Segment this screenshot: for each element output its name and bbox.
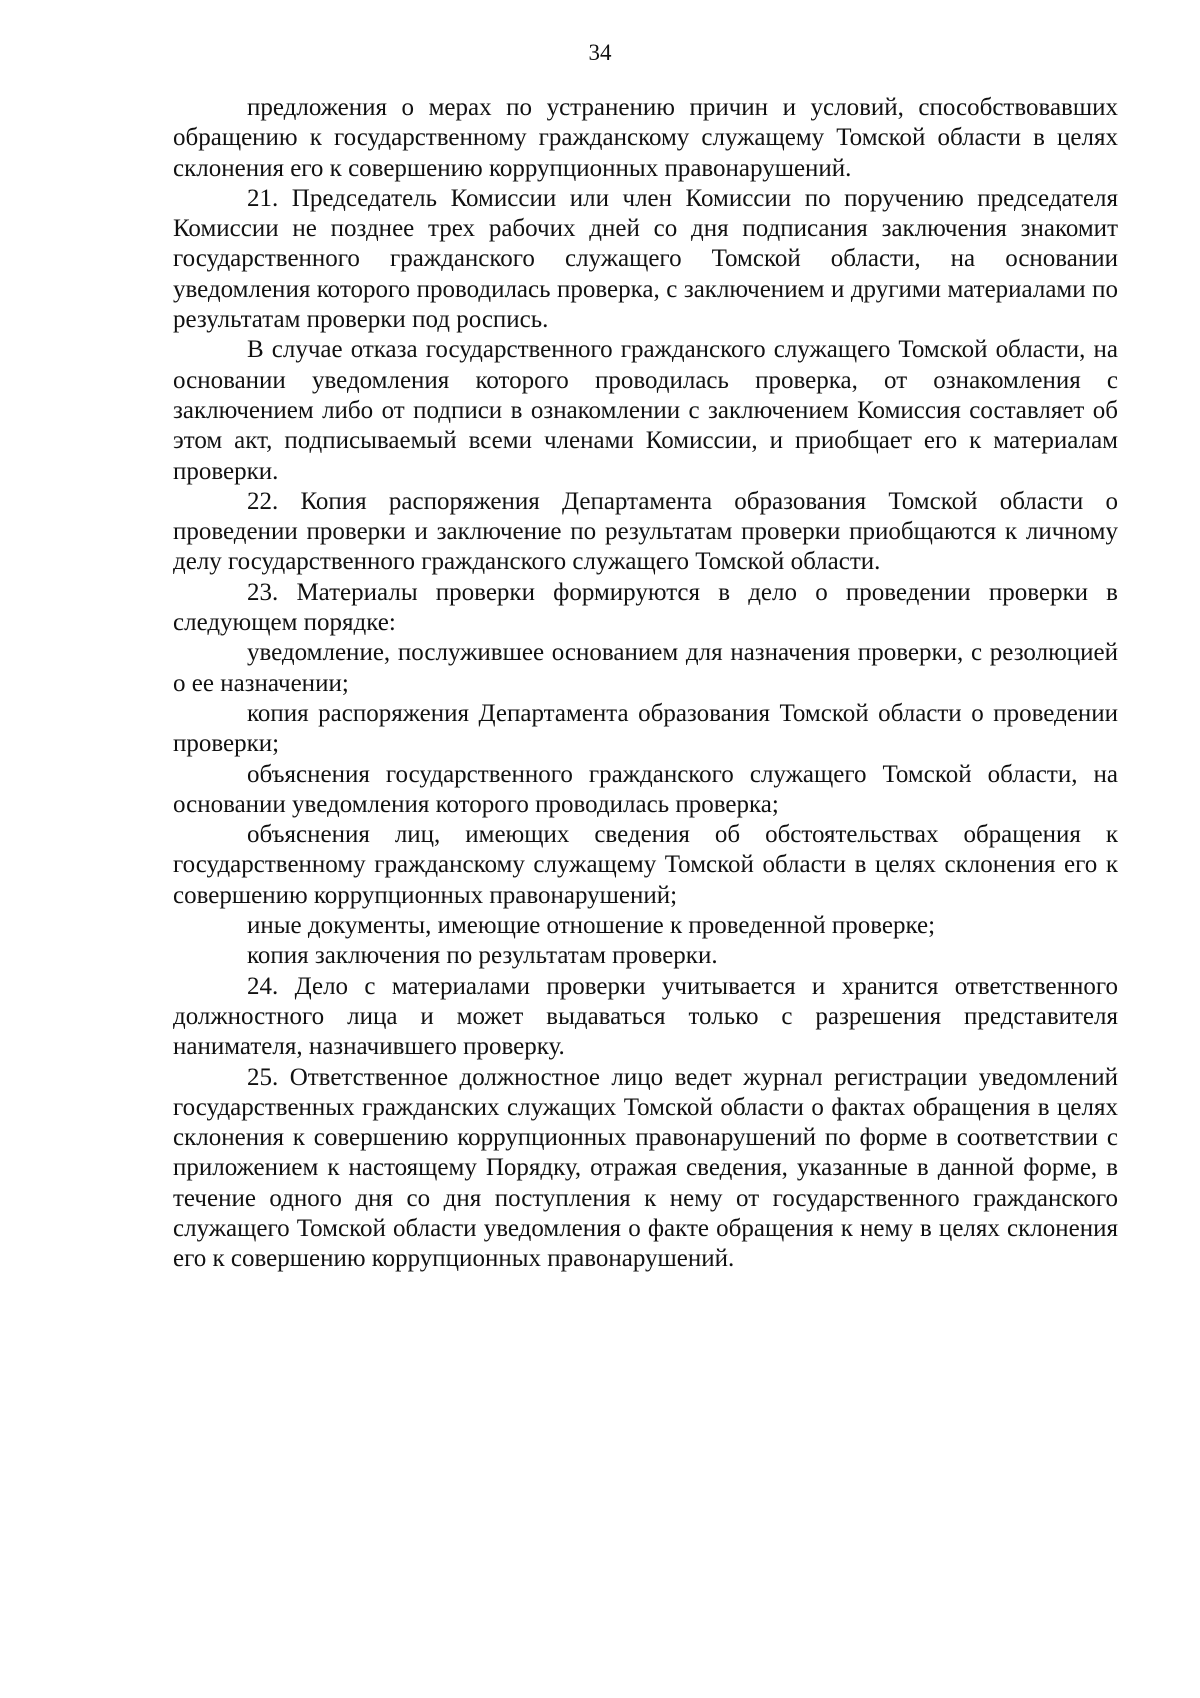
paragraph: 21. Председатель Комиссии или член Комиссии по поручению председателя Комиссии не позднее трех рабочих дней со дня подписания заключения знакомит государственного гражданского служащего Томской области, на основании уведомления которого проводилась проверка, с заключением и другими материалами по результатам проверки под роспись. (173, 184, 1118, 334)
page-number: 34 (588, 40, 612, 65)
paragraph: 23. Материалы проверки формируются в дело о проведении проверки в следующем порядке: (173, 578, 1118, 637)
list-item: копия распоряжения Департамента образования Томской области о проведении проверки; (173, 699, 1118, 758)
paragraph: предложения о мерах по устранению причин и условий, способствовавших обращению к государственному гражданскому служащему Томской области в целях склонения его к совершению коррупционных правонарушений. (173, 94, 1118, 182)
paragraph: В случае отказа государственного гражданского служащего Томской области, на основании уведомления которого проводилась проверка, от ознакомления с заключением либо от подписи в ознакомлении с заключением Комиссия составляет об этом акт, подписываемый всеми членами Комиссии, и приобщает его к материалам проверки. (173, 336, 1118, 485)
list-item: иные документы, имеющие отношение к проведенной проверке; (247, 912, 936, 940)
list-item: объяснения государственного гражданского служащего Томской области, на основании уведомления которого проводилась проверка; (173, 760, 1118, 818)
list-item: копия заключения по результатам проверки. (247, 942, 718, 970)
list-item: уведомление, послужившее основанием для назначения проверки, с резолюцией о ее назначении; (173, 639, 1118, 697)
list-item: объяснения лиц, имеющих сведения об обстоятельствах обращения к государственному гражданскому служащему Томской области в целях склонения его к совершению коррупционных правонарушений; (173, 821, 1118, 909)
paragraph: 24. Дело с материалами проверки учитывается и хранится ответственного должностного лица и может выдаваться только с разрешения представителя нанимателя, назначившего проверку. (173, 972, 1118, 1061)
document-body (173, 93, 1118, 1275)
paragraph: 22. Копия распоряжения Департамента образования Томской области о проведении проверки и заключение по результатам проверки приобщаются к личному делу государственного гражданского служащего Томской области. (173, 487, 1118, 576)
paragraph: 25. Ответственное должностное лицо ведет журнал регистрации уведомлений государственных гражданских служащих Томской области о фактах обращения в целях склонения к совершению коррупционных правонарушений по форме в соответствии с приложением к настоящему Порядку, отражая сведения, указанные в данной форме, в течение одного дня со дня поступления к нему от государственного гражданского служащего Томской области уведомления о факте обращения к нему в целях склонения его к совершению коррупционных правонарушений. (173, 1063, 1118, 1273)
